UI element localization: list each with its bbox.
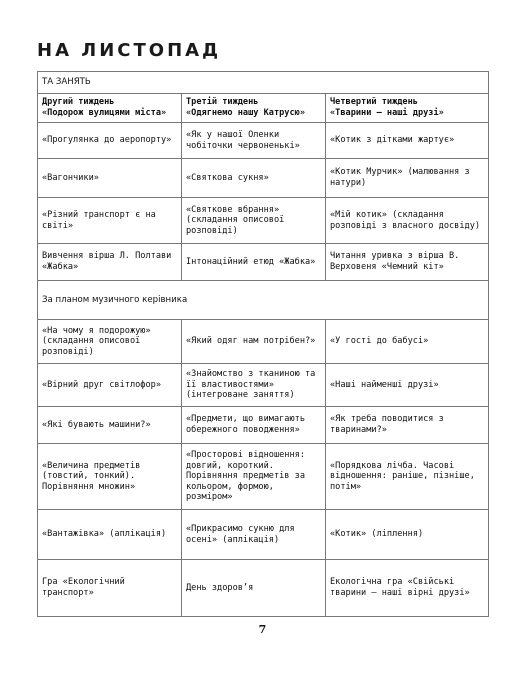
table-cell: «Який одяг нам потрібен?» [182,320,326,364]
table-cell: «Мій котик» (складання розповіді з власного досвіду) [326,198,489,244]
section-header-cell: ТА ЗАНЯТЬ [38,72,489,94]
table-cell: «Як треба поводитися з тваринами?» [326,407,489,444]
header-row [38,94,489,123]
page-number: 7 [258,623,267,636]
header-week-2 [38,94,182,123]
header-week-4 [326,94,489,123]
section-row-top [38,72,489,94]
table-row [38,560,489,617]
table-cell: «Прикрасимо сукню для осені» (аплікація) [182,510,326,560]
table-row [38,444,489,510]
table-cell: Інтонаційний етюд «Жабка» [182,244,326,281]
table-cell: «Котик» (ліплення) [326,510,489,560]
table-cell: «На чому я подорожую» (складання описової розповіді) [38,320,182,364]
table-cell: «Як у нашої Оленки чобіточки червоненькі» [182,123,326,159]
week-label: Третій тиждень [186,97,259,108]
table-cell: «У гості до бабусі» [326,320,489,364]
table-row [38,198,489,244]
table-cell: «Порядкова лічба. Часові відношення: раніше, пізніше, потім» [326,444,489,510]
table-row [38,123,489,159]
week-theme: «Тварини — наші друзі» [330,108,444,118]
week-theme: «Подорож вулицями міста» [42,108,167,118]
table-cell: День здоров’я [182,560,326,617]
table-cell: Вивчення вірша Л. Полтави «Жабка» [38,244,182,281]
table-cell: «Величина предметів (товстий, тонкий). Порівняння множин» [38,444,182,510]
activity-plan-table [37,71,489,617]
table-cell: «Святкова сукня» [182,159,326,198]
section-music-cell: За планом музичного керівника [38,281,489,320]
table-cell: «Вагончики» [38,159,182,198]
table-row [38,244,489,281]
week-label: Другий тиждень [42,97,115,108]
table-cell: «Знайомство з тканиною та її властивостями» (інтегроване заняття) [182,364,326,407]
page-title: НА ЛИСТОПАД [37,40,222,61]
week-label: Четвертий тиждень [330,97,418,108]
table-row [38,320,489,364]
table-row [38,364,489,407]
table-cell: «Котик Мурчик» (малювання з натури) [326,159,489,198]
table-cell: «Які бувають машини?» [38,407,182,444]
table-row [38,510,489,560]
table-cell: «Різний транспорт є на світі» [38,198,182,244]
table-row [38,159,489,198]
table-cell: «Просторові відношення: довгий, короткий. Порівняння предметів за кольором, формою, розміром» [182,444,326,510]
table-row [38,407,489,444]
table-cell: «Наші найменші друзі» [326,364,489,407]
table-cell: Екологічна гра «Свійські тварини — наші вірні друзі» [326,560,489,617]
table-cell: «Вірний друг світлофор» [38,364,182,407]
week-theme: «Одягнемо нашу Катрусю» [186,108,305,118]
table-cell: Читання уривка з вірша В. Верховеня «Чемний кіт» [326,244,489,281]
header-week-3 [182,94,326,123]
table-cell: Гра «Екологічний транспорт» [38,560,182,617]
table-cell: «Вантажівка» (аплікація) [38,510,182,560]
table-cell: «Святкове вбрання» (складання описової розповіді) [182,198,326,244]
section-row-music [38,281,489,320]
table-cell: «Котик з дітками жартує» [326,123,489,159]
table-cell: «Предмети, що вимагають обережного поводження» [182,407,326,444]
table-cell: «Прогулянка до аеропорту» [38,123,182,159]
